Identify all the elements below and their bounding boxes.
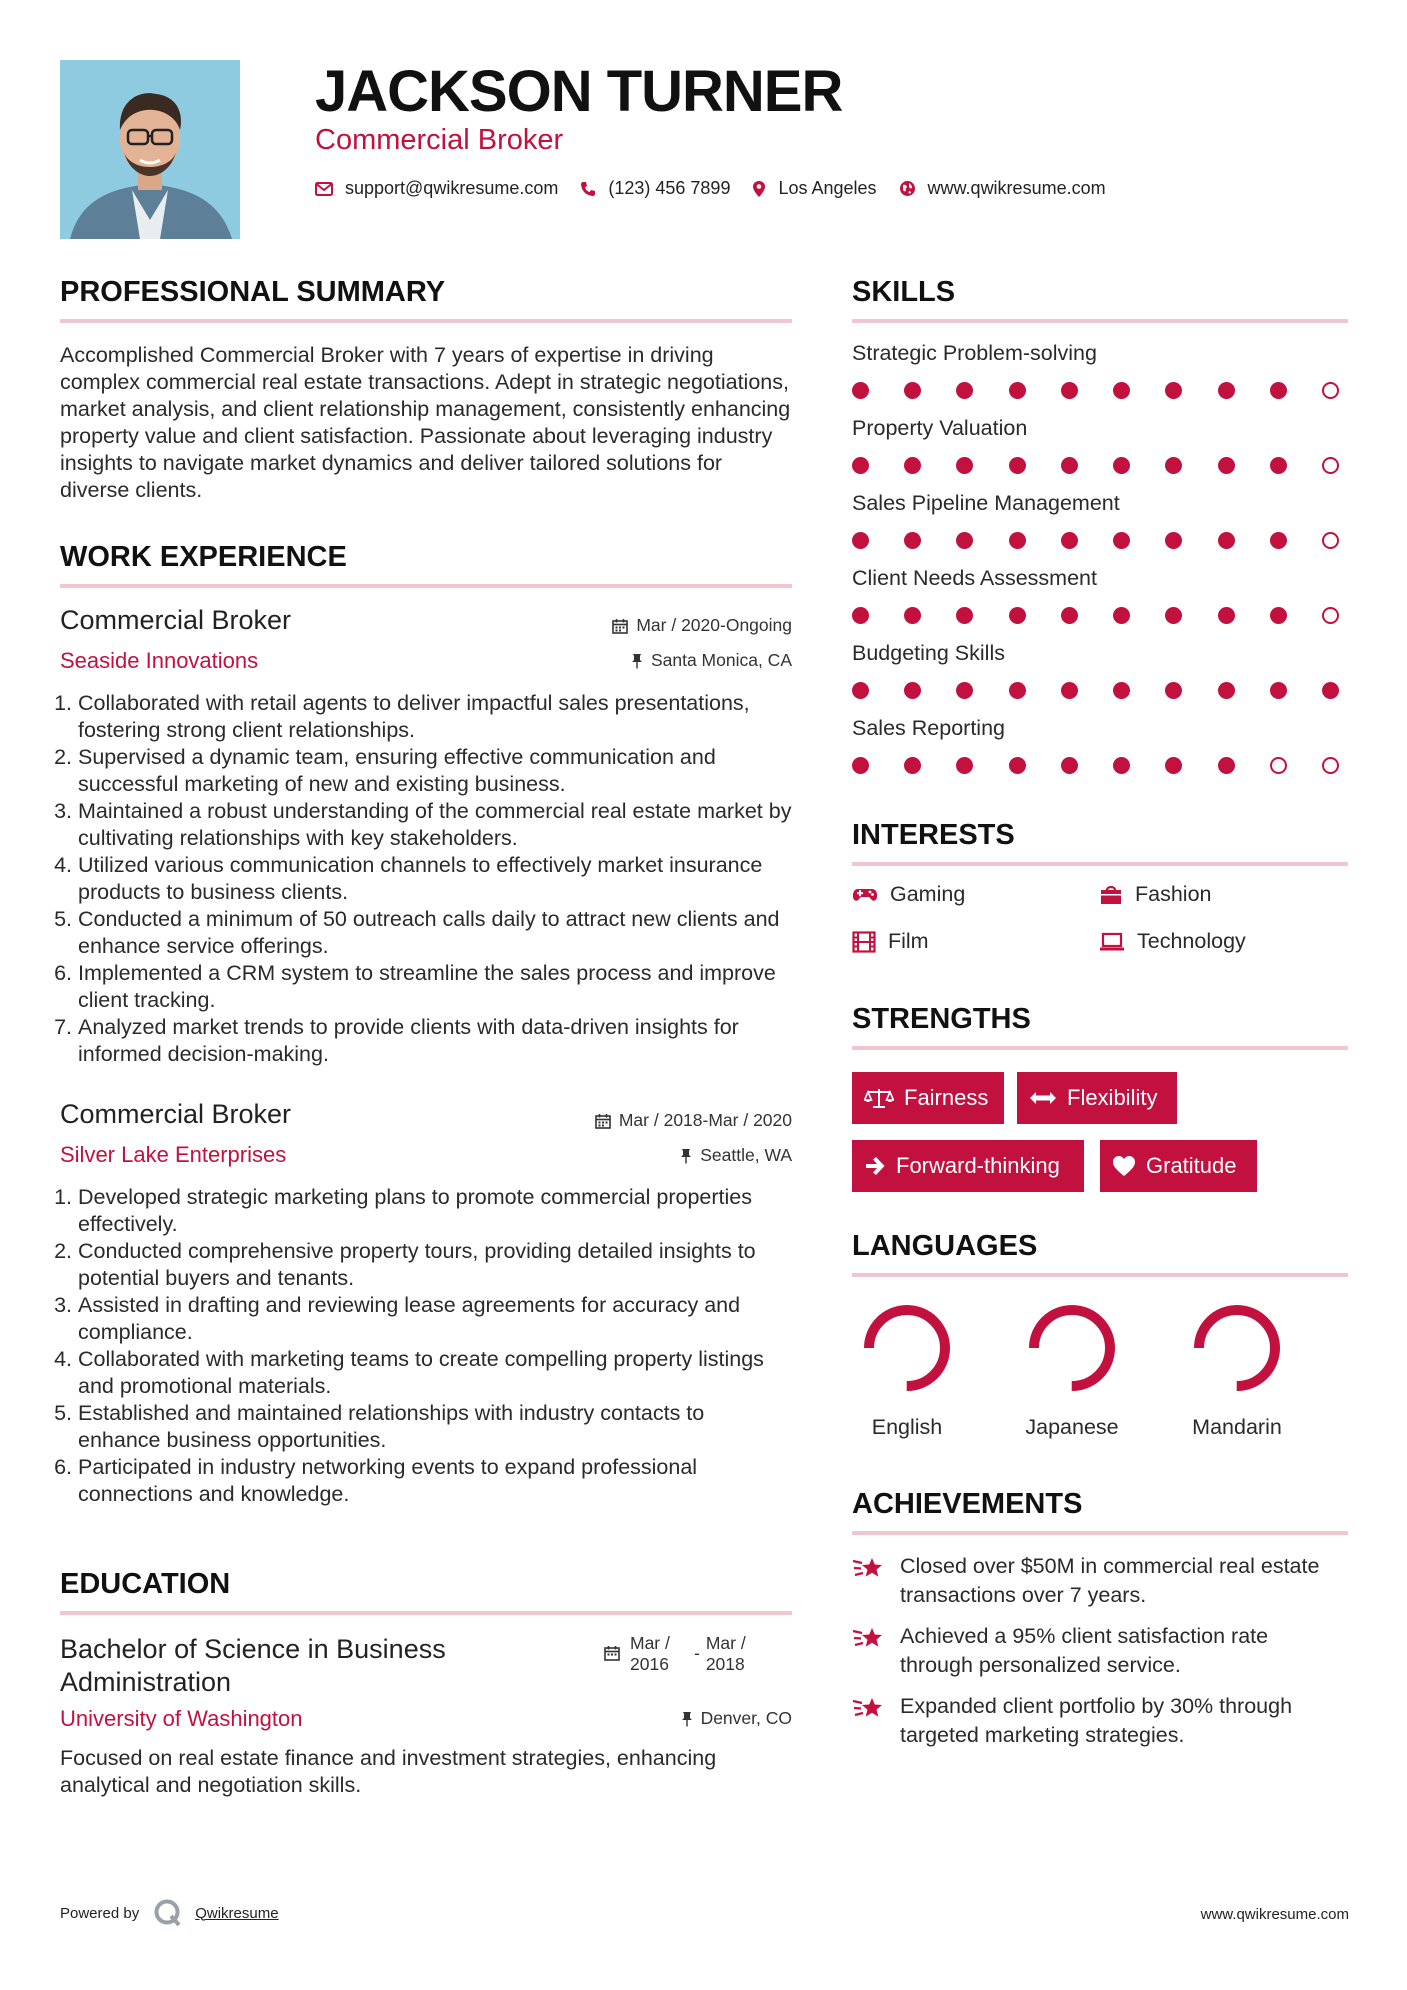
strength-gratitude bbox=[1100, 1140, 1257, 1192]
gamepad-icon bbox=[852, 886, 878, 904]
skill-label-4: Client Needs Assessment bbox=[852, 566, 1097, 590]
rating-dot-filled bbox=[1113, 682, 1130, 699]
job-1-duty-4: 4. Utilized various communication channels to effectively market insurance products to business clients. bbox=[78, 852, 792, 906]
contact-website[interactable] bbox=[899, 178, 1106, 199]
job-1-duty-3: 3. Maintained a robust understanding of the commercial real estate market by cultivating relationships with key stakeholders. bbox=[78, 798, 792, 852]
language-proficiency-ring bbox=[1182, 1300, 1292, 1396]
rating-dot-filled bbox=[1061, 457, 1078, 474]
education-school: University of Washington bbox=[60, 1706, 303, 1731]
rating-dot-filled bbox=[1270, 457, 1287, 474]
rating-dot-empty bbox=[1322, 607, 1339, 624]
globe-icon bbox=[899, 180, 916, 197]
languages-divider bbox=[852, 1273, 1348, 1277]
arrow-right-icon bbox=[864, 1156, 886, 1176]
rating-dot-filled bbox=[1218, 532, 1235, 549]
rating-dot-filled bbox=[904, 682, 921, 699]
education-location bbox=[492, 1708, 792, 1729]
rating-dot-filled bbox=[1165, 757, 1182, 774]
achievement-1-text: Closed over $50M in commercial real estate transactions over 7 years. bbox=[900, 1554, 1320, 1607]
strength-gratitude-label: Gratitude bbox=[1146, 1153, 1237, 1178]
footer-powered-label: Powered by bbox=[60, 1904, 140, 1922]
education-date-start: Mar / 2016 bbox=[630, 1633, 670, 1674]
education-heading: EDUCATION bbox=[60, 1568, 231, 1600]
rating-dot-filled bbox=[1113, 607, 1130, 624]
job-1-dates bbox=[492, 615, 792, 636]
strengths-divider bbox=[852, 1046, 1348, 1050]
job-2-duty-3: 3. Assisted in drafting and reviewing lease agreements for accuracy and compliance. bbox=[78, 1292, 792, 1346]
contact-location-text: Los Angeles bbox=[778, 178, 877, 198]
rating-dot-empty bbox=[1322, 382, 1339, 399]
job-1-duty-1: 1. Collaborated with retail agents to deliver impactful sales presentations, fostering strong client relationships. bbox=[78, 690, 792, 744]
candidate-title: Commercial Broker bbox=[315, 124, 564, 156]
laptop-icon bbox=[1099, 932, 1125, 952]
rating-dot-filled bbox=[956, 682, 973, 699]
job-1-duties bbox=[60, 690, 792, 1068]
rating-dot-filled bbox=[956, 457, 973, 474]
balance-scale-icon bbox=[864, 1087, 894, 1109]
skill-rating-4 bbox=[852, 607, 1339, 624]
interest-gaming-label: Gaming bbox=[890, 882, 966, 906]
shooting-star-icon bbox=[852, 1624, 886, 1652]
profile-photo bbox=[60, 60, 240, 239]
rating-dot-filled bbox=[1061, 382, 1078, 399]
skill-label-2: Property Valuation bbox=[852, 416, 1028, 440]
rating-dot-filled bbox=[904, 757, 921, 774]
skill-label-5: Budgeting Skills bbox=[852, 641, 1005, 665]
footer-website[interactable]: www.qwikresume.com bbox=[1200, 1906, 1349, 1923]
achievement-1 bbox=[852, 1552, 1332, 1610]
rating-dot-filled bbox=[1113, 382, 1130, 399]
job-2-duty-4: 4. Collaborated with marketing teams to create compelling property listings and promotional materials. bbox=[78, 1346, 792, 1400]
summary-text: Accomplished Commercial Broker with 7 years of expertise in driving complex commercial real estate transactions. Adept in strategic negotiations, market analysis, and client relationship management, consistently enhancing property value and client satisfaction. Passionate about leveraging industry insights to navigate market dynamics and deliver tailored solutions for diverse clients. bbox=[60, 343, 791, 502]
rating-dot-filled bbox=[1270, 682, 1287, 699]
rating-dot-filled bbox=[904, 457, 921, 474]
rating-dot-filled bbox=[1113, 532, 1130, 549]
pushpin-icon bbox=[681, 1711, 693, 1727]
shooting-star-icon bbox=[852, 1554, 886, 1582]
rating-dot-filled bbox=[1113, 757, 1130, 774]
strength-forward-thinking bbox=[852, 1140, 1084, 1192]
job-2-location bbox=[492, 1145, 792, 1166]
job-1-duty-7: 7. Analyzed market trends to provide clients with data-driven insights for informed decision-making. bbox=[78, 1014, 792, 1068]
rating-dot-filled bbox=[852, 757, 869, 774]
footer-brand-link[interactable]: Qwikresume bbox=[195, 1904, 279, 1922]
language-proficiency-ring bbox=[1017, 1300, 1127, 1396]
skill-label-1: Strategic Problem-solving bbox=[852, 341, 1097, 365]
language-3 bbox=[1182, 1300, 1292, 1440]
experience-divider bbox=[60, 584, 792, 588]
language-proficiency-arc bbox=[869, 1310, 945, 1386]
achievement-2-text: Achieved a 95% client satisfaction rate through personalized service. bbox=[900, 1624, 1269, 1677]
language-name: English bbox=[871, 1415, 943, 1439]
contact-website-text: www.qwikresume.com bbox=[927, 178, 1106, 198]
experience-heading: WORK EXPERIENCE bbox=[60, 541, 347, 573]
rating-dot-filled bbox=[1113, 457, 1130, 474]
rating-dot-filled bbox=[904, 532, 921, 549]
skill-label-6: Sales Reporting bbox=[852, 716, 1005, 740]
language-proficiency-arc bbox=[1199, 1310, 1275, 1386]
job-2-title: Commercial Broker bbox=[60, 1099, 292, 1129]
rating-dot-filled bbox=[956, 757, 973, 774]
rating-dot-filled bbox=[852, 457, 869, 474]
rating-dot-filled bbox=[904, 382, 921, 399]
skill-rating-5 bbox=[852, 682, 1339, 699]
rating-dot-empty bbox=[1322, 457, 1339, 474]
education-date-separator: - bbox=[694, 1643, 700, 1663]
rating-dot-filled bbox=[1270, 607, 1287, 624]
rating-dot-empty bbox=[1322, 532, 1339, 549]
language-1 bbox=[852, 1300, 962, 1440]
heart-icon bbox=[1112, 1155, 1136, 1177]
rating-dot-empty bbox=[1270, 757, 1287, 774]
languages-heading: LANGUAGES bbox=[852, 1230, 1038, 1262]
rating-dot-filled bbox=[1165, 382, 1182, 399]
job-2-duty-2: 2. Conducted comprehensive property tours, providing detailed insights to potential buyers and tenants. bbox=[78, 1238, 792, 1292]
calendar-icon bbox=[604, 1645, 620, 1661]
summary-divider bbox=[60, 319, 792, 323]
rating-dot-filled bbox=[1218, 757, 1235, 774]
rating-dot-filled bbox=[1218, 382, 1235, 399]
interest-fashion-label: Fashion bbox=[1135, 882, 1212, 906]
skills-divider bbox=[852, 319, 1348, 323]
rating-dot-filled bbox=[956, 382, 973, 399]
education-degree: Bachelor of Science in Business Administration bbox=[60, 1634, 446, 1697]
education-date-end: Mar / 2018 bbox=[705, 1633, 746, 1674]
interest-technology bbox=[1099, 929, 1246, 954]
rating-dot-filled bbox=[1218, 607, 1235, 624]
contact-bar bbox=[315, 178, 1128, 199]
rating-dot-filled bbox=[1270, 382, 1287, 399]
skill-rating-1 bbox=[852, 382, 1339, 399]
job-2-duty-6: 6. Participated in industry networking events to expand professional connections and knowledge. bbox=[78, 1454, 792, 1508]
rating-dot-filled bbox=[1165, 682, 1182, 699]
contact-email-text: support@qwikresume.com bbox=[345, 178, 559, 198]
rating-dot-filled bbox=[1061, 757, 1078, 774]
education-divider bbox=[60, 1611, 792, 1615]
rating-dot-filled bbox=[852, 682, 869, 699]
skill-label-3: Sales Pipeline Management bbox=[852, 491, 1120, 515]
rating-dot-filled bbox=[1270, 532, 1287, 549]
interest-gaming bbox=[852, 882, 965, 907]
skill-rating-3 bbox=[852, 532, 1339, 549]
contact-email[interactable] bbox=[315, 178, 558, 199]
job-1-location bbox=[492, 650, 792, 671]
job-1-location-text: Santa Monica, CA bbox=[650, 650, 792, 670]
rating-dot-filled bbox=[1009, 457, 1026, 474]
rating-dot-filled bbox=[1009, 532, 1026, 549]
calendar-icon bbox=[612, 618, 628, 634]
job-1-duty-5: 5. Conducted a minimum of 50 outreach calls daily to attract new clients and enhance service offerings. bbox=[78, 906, 792, 960]
rating-dot-filled bbox=[1009, 682, 1026, 699]
strength-fairness-label: Fairness bbox=[904, 1085, 989, 1110]
job-2-duty-1: 1. Developed strategic marketing plans to promote commercial properties effectively. bbox=[78, 1184, 792, 1238]
calendar-icon bbox=[595, 1113, 611, 1129]
achievement-3 bbox=[852, 1692, 1332, 1750]
education-dates bbox=[604, 1633, 764, 1675]
language-name: Japanese bbox=[1025, 1415, 1119, 1439]
interests-heading: INTERESTS bbox=[852, 819, 1015, 851]
strength-forward-thinking-label: Forward-thinking bbox=[896, 1153, 1060, 1178]
pushpin-icon bbox=[631, 653, 643, 669]
rating-dot-filled bbox=[852, 607, 869, 624]
rating-dot-filled bbox=[1061, 532, 1078, 549]
strength-fairness bbox=[852, 1072, 1004, 1124]
job-2-dates bbox=[492, 1110, 792, 1131]
skills-heading: SKILLS bbox=[852, 276, 956, 308]
contact-phone[interactable] bbox=[580, 178, 730, 199]
rating-dot-filled bbox=[1061, 682, 1078, 699]
interests-divider bbox=[852, 862, 1348, 866]
education-description: Focused on real estate finance and investment strategies, enhancing analytical and negotiation skills. bbox=[60, 1746, 717, 1797]
language-2 bbox=[1017, 1300, 1127, 1440]
rating-dot-filled bbox=[904, 607, 921, 624]
job-2-location-text: Seattle, WA bbox=[700, 1145, 792, 1165]
shooting-star-icon bbox=[852, 1694, 886, 1722]
interest-fashion bbox=[1099, 882, 1212, 907]
strength-flexibility bbox=[1017, 1072, 1177, 1124]
rating-dot-filled bbox=[1165, 457, 1182, 474]
footer-powered-by bbox=[60, 1898, 279, 1928]
rating-dot-filled bbox=[1218, 457, 1235, 474]
summary-heading: PROFESSIONAL SUMMARY bbox=[60, 276, 446, 308]
envelope-icon bbox=[315, 182, 333, 196]
candidate-name: JACKSON TURNER bbox=[315, 59, 843, 124]
rating-dot-filled bbox=[956, 607, 973, 624]
rating-dot-filled bbox=[1009, 382, 1026, 399]
shopping-bag-icon bbox=[1099, 884, 1123, 906]
education-location-text: Denver, CO bbox=[700, 1708, 792, 1728]
rating-dot-filled bbox=[1009, 757, 1026, 774]
map-pin-icon bbox=[752, 180, 766, 198]
job-2-dates-text: Mar / 2018-Mar / 2020 bbox=[618, 1110, 792, 1130]
interest-technology-label: Technology bbox=[1137, 929, 1246, 953]
job-2-duties bbox=[60, 1184, 792, 1508]
achievement-3-text: Expanded client portfolio by 30% through targeted marketing strategies. bbox=[900, 1694, 1293, 1747]
achievements-heading: ACHIEVEMENTS bbox=[852, 1488, 1083, 1520]
job-2-company: Silver Lake Enterprises bbox=[60, 1142, 287, 1167]
rating-dot-filled bbox=[1165, 607, 1182, 624]
rating-dot-filled bbox=[1322, 682, 1339, 699]
achievement-2 bbox=[852, 1622, 1332, 1680]
phone-icon bbox=[580, 181, 596, 197]
skill-rating-6 bbox=[852, 757, 1339, 774]
contact-location bbox=[752, 178, 876, 199]
rating-dot-filled bbox=[852, 382, 869, 399]
arrows-horizontal-icon bbox=[1029, 1090, 1057, 1106]
rating-dot-filled bbox=[1218, 682, 1235, 699]
job-1-dates-text: Mar / 2020-Ongoing bbox=[636, 615, 792, 635]
language-proficiency-ring bbox=[852, 1300, 962, 1396]
skill-rating-2 bbox=[852, 457, 1339, 474]
language-proficiency-arc bbox=[1034, 1310, 1110, 1386]
job-2-duty-5: 5. Established and maintained relationships with industry contacts to enhance business opportunities. bbox=[78, 1400, 792, 1454]
job-1-company: Seaside Innovations bbox=[60, 648, 259, 673]
rating-dot-empty bbox=[1322, 757, 1339, 774]
rating-dot-filled bbox=[956, 532, 973, 549]
rating-dot-filled bbox=[1009, 607, 1026, 624]
strength-flexibility-label: Flexibility bbox=[1067, 1085, 1158, 1110]
rating-dot-filled bbox=[1165, 532, 1182, 549]
rating-dot-filled bbox=[1061, 607, 1078, 624]
achievements-divider bbox=[852, 1531, 1348, 1535]
pushpin-icon bbox=[680, 1148, 692, 1164]
job-1-duty-2: 2. Supervised a dynamic team, ensuring effective communication and successful marketing of new and existing business. bbox=[78, 744, 792, 798]
qwikresume-logo-icon bbox=[153, 1898, 183, 1928]
interest-film bbox=[852, 929, 929, 954]
job-1-title: Commercial Broker bbox=[60, 605, 292, 635]
language-name: Mandarin bbox=[1192, 1415, 1282, 1439]
interest-film-label: Film bbox=[888, 929, 929, 953]
contact-phone-text: (123) 456 7899 bbox=[608, 178, 731, 198]
strengths-heading: STRENGTHS bbox=[852, 1003, 1031, 1035]
profile-photo-illustration bbox=[60, 60, 240, 239]
film-icon bbox=[852, 931, 876, 953]
rating-dot-filled bbox=[852, 532, 869, 549]
job-1-duty-6: 6. Implemented a CRM system to streamline the sales process and improve client tracking. bbox=[78, 960, 792, 1014]
